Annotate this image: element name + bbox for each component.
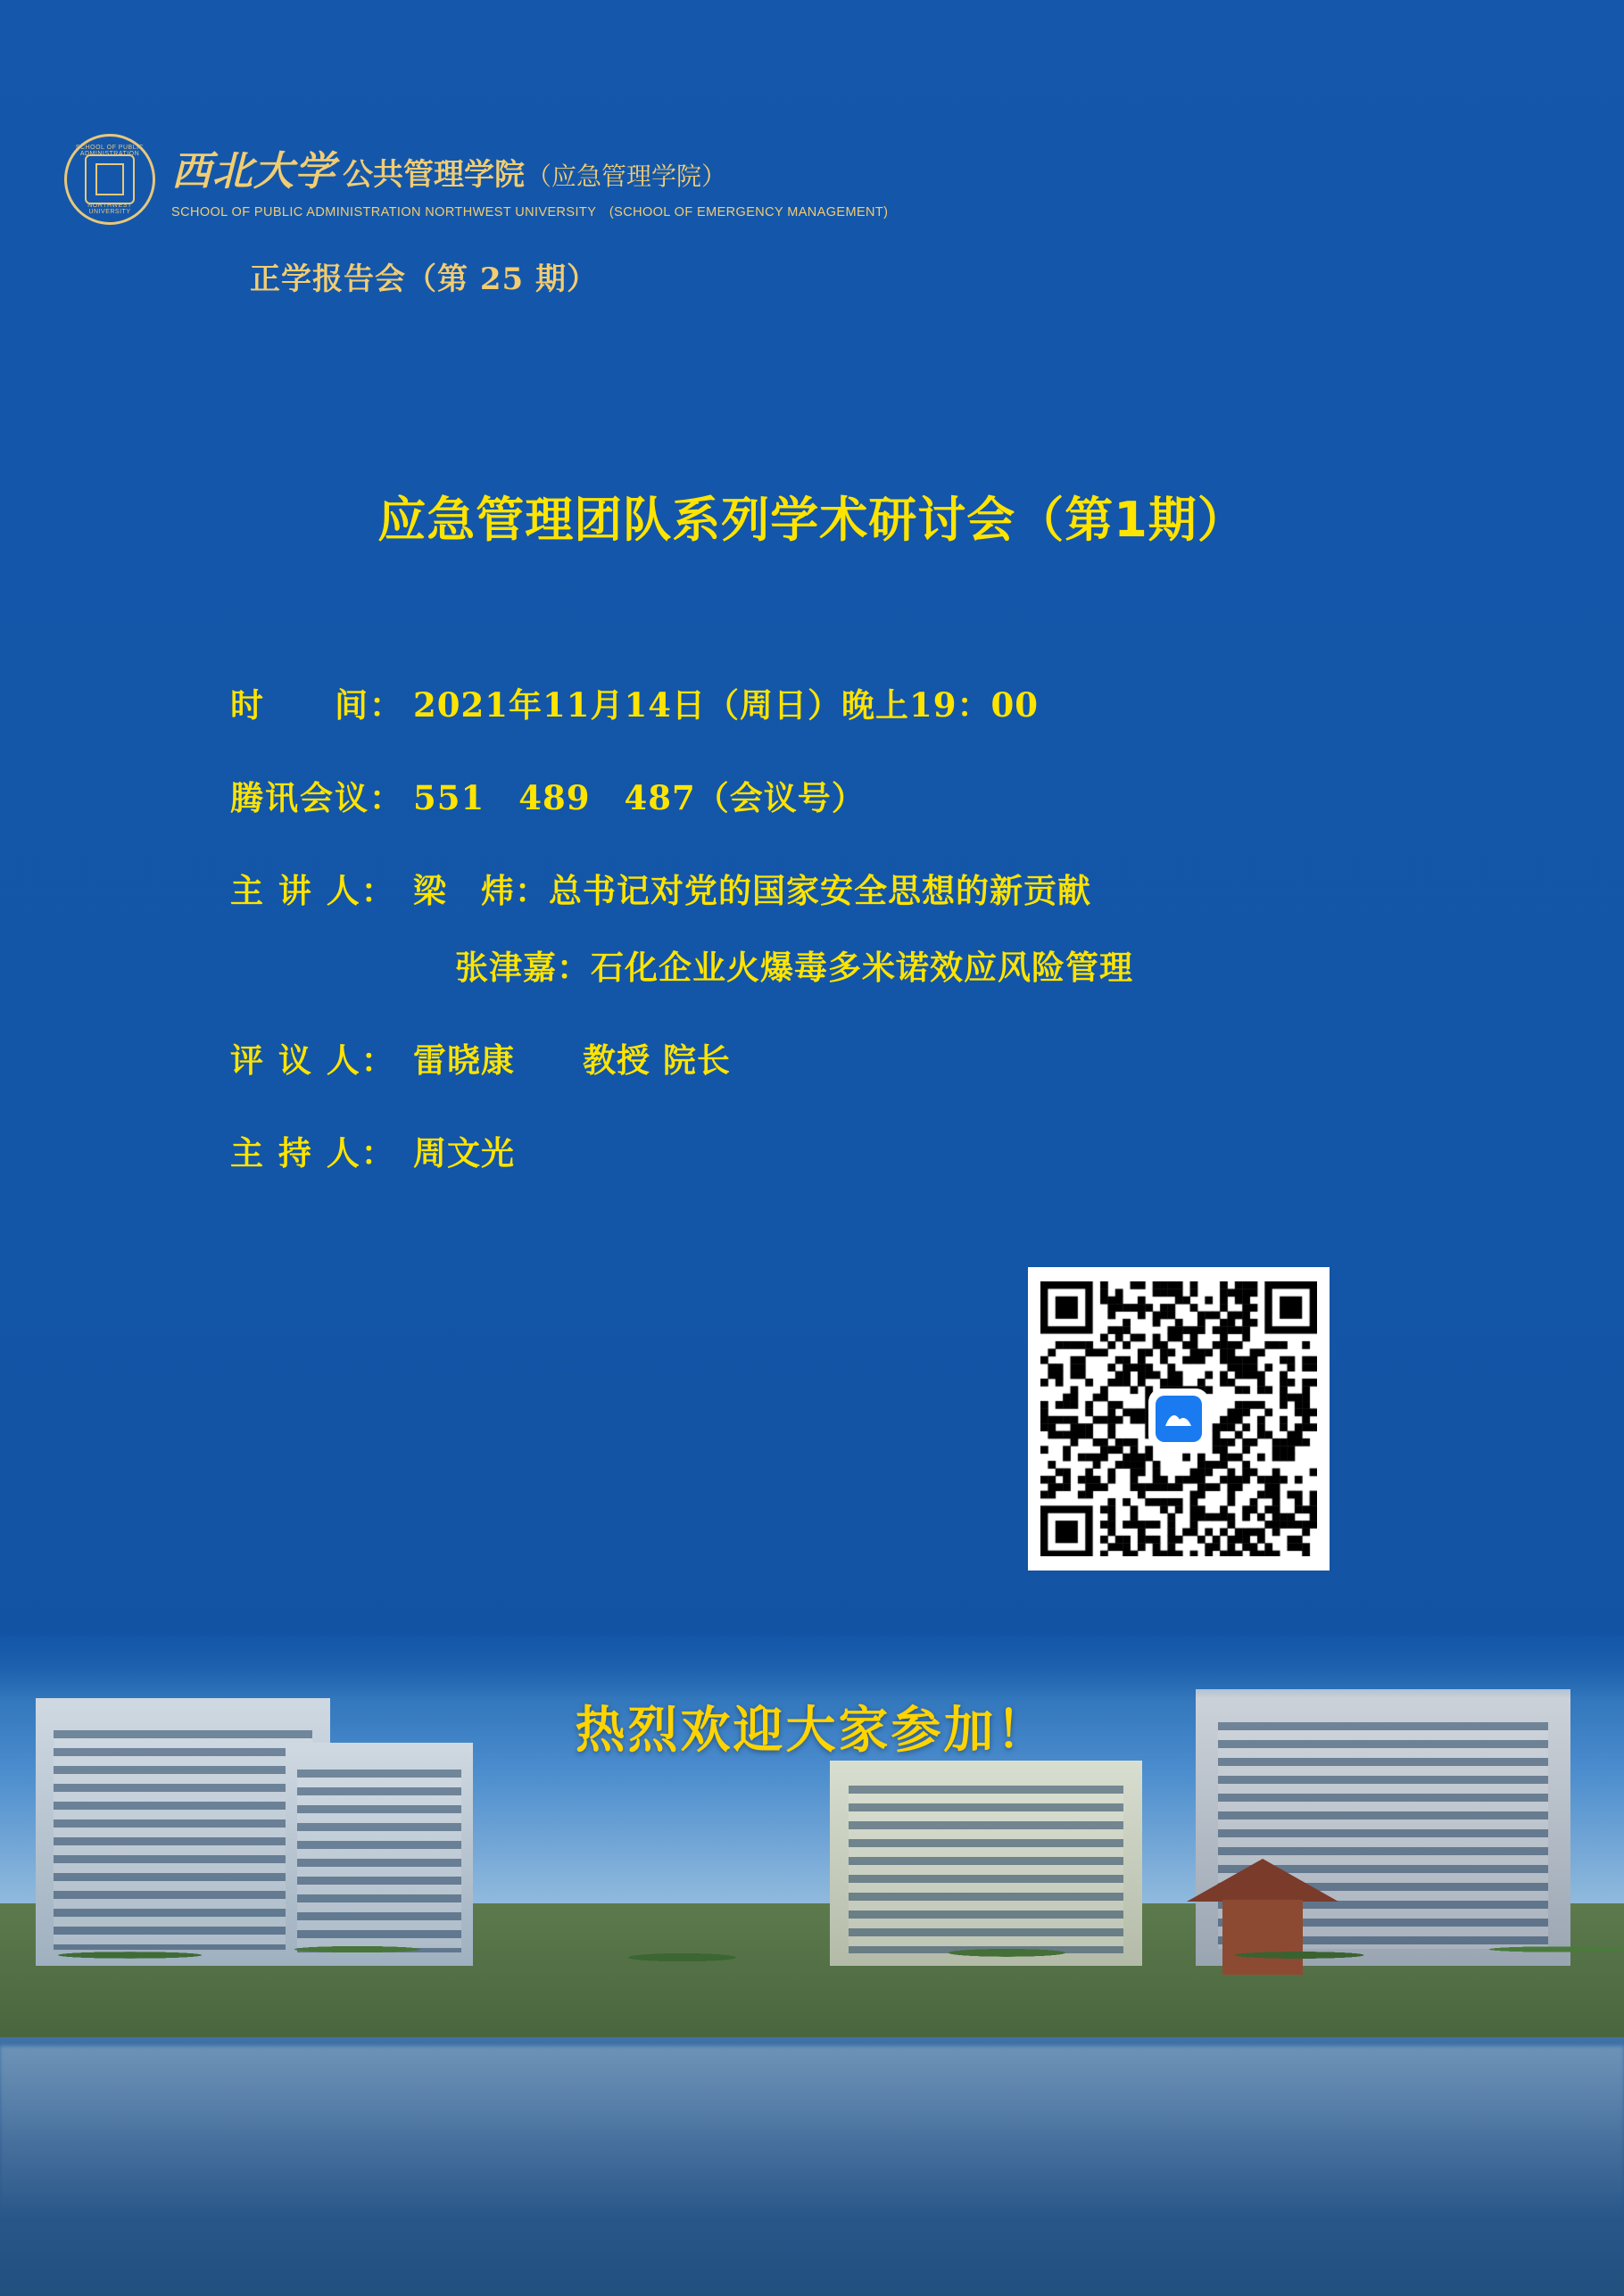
university-seal-icon (64, 134, 155, 225)
photo-trees (0, 1886, 1624, 2002)
info-row-speaker-1 (230, 864, 1444, 912)
series-label: 正学报告会（第 25 期） (250, 261, 598, 297)
info-value-host: 周文光 (413, 1133, 515, 1173)
info-row-commentator (230, 1033, 1444, 1082)
info-value-meeting: 551 489 487（会议号） (413, 778, 866, 817)
tencent-meeting-logo-inner (1156, 1396, 1202, 1442)
logo-english-line: SCHOOL OF PUBLIC ADMINISTRATION NORTHWEST UNIVERSITY (SCHOOL OF EMERGENCY MANAGEMENT) (171, 205, 889, 220)
info-label-meeting: 腾讯会议： (230, 778, 404, 817)
info-label-commentator: 评 议 人： (230, 1040, 396, 1080)
info-row-speaker-2 (230, 941, 1444, 989)
school-name-cn: 公共管理学院 (343, 157, 526, 193)
logo-chinese-line (171, 138, 888, 196)
info-value-speaker-2: 张津嘉：石化企业火爆毒多米诺效应风险管理 (455, 948, 1133, 987)
info-row-host (230, 1126, 1444, 1174)
qr-code-panel[interactable] (1028, 1267, 1330, 1571)
logo-text-block (171, 138, 888, 220)
info-block (230, 678, 1444, 1219)
header-logo-block (64, 134, 888, 225)
school-name-cn-sub: （应急管理学院） (526, 162, 727, 191)
welcome-text: 热烈欢迎大家参加！ (575, 1702, 1049, 1760)
page-title: 应急管理团队系列学术研讨会（第1期） (377, 492, 1247, 548)
photo-reflection (0, 2046, 1624, 2296)
info-value-time: 2021年11月14日（周日）晚上19：00 (413, 685, 1039, 725)
meeting-glyph-icon (1164, 1408, 1194, 1430)
university-name-cn: 西北大学 (171, 147, 336, 195)
info-row-time (230, 678, 1444, 726)
seal-bottom-text: NORTHWEST UNIVERSITY (87, 203, 132, 215)
info-label-time: 时 间： (230, 685, 404, 725)
photo-top-fade (0, 1636, 1624, 1698)
seal-top-text: SCHOOL OF PUBLIC ADMINISTRATION (75, 145, 145, 157)
tencent-meeting-logo-icon (1151, 1391, 1206, 1446)
info-value-commentator: 雷晓康 教授 院长 (413, 1040, 731, 1080)
info-label-speaker: 主 讲 人： (230, 871, 396, 910)
info-row-meeting (230, 771, 1444, 819)
info-value-speaker-1: 梁 炜：总书记对党的国家安全思想的新贡献 (413, 871, 1091, 910)
info-label-host: 主 持 人： (230, 1133, 396, 1173)
